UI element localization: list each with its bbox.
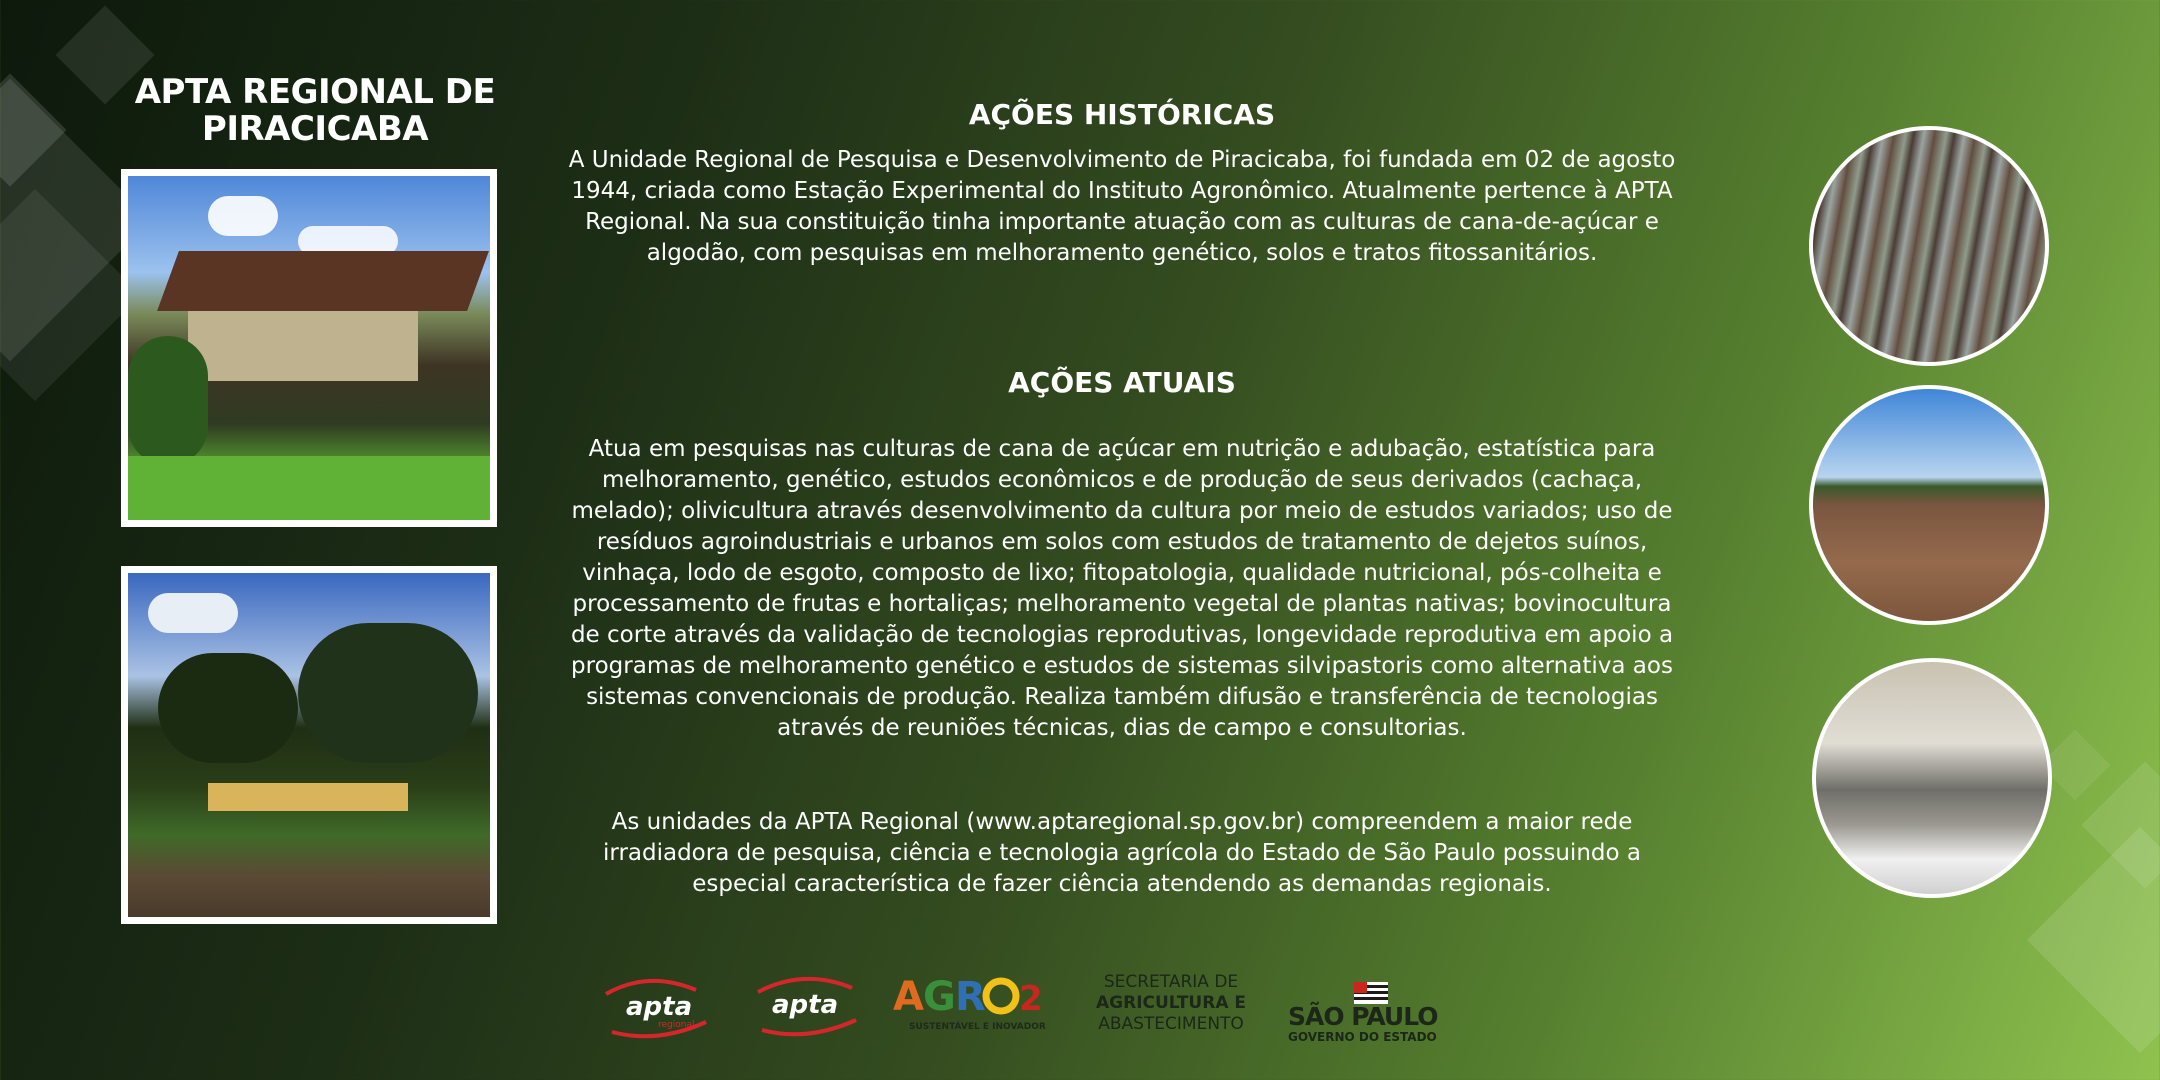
current-text: Atua em pesquisas nas culturas de cana de açúcar em nutrição e adubação, estatística para melhoramento, genético, estudos econômicos e de produção de seus derivados (cachaça, melado); olivicultura através desenvolvimento da cultura por meio de estudos variados; uso de resíduos agroindustriais e urbanos em solos com estudos de tratamento de dejetos suínos, vinhaça, lodo de esgoto, composto de lixo; fitopatologia, qualidade nutricional, pós-colheita e processamento de frutas e hortaliças; melhoramento vegetal de plantas nativas; bovinocultura de corte através da validação de tecnologias reprodutivas, longevidade reprodutiva em apoio a programas de melhoramento genético e estudos de sistemas silvipastoris como alternativa aos sistemas convencionais de produção. Realiza também difusão e transferência de tecnologias através de reuniões técnicas, dias de campo e consultorias. <box>570 436 1674 741</box>
sugarcane-photo <box>1809 126 2049 366</box>
secretaria-line-3: ABASTECIMENTO <box>1098 1014 1244 1034</box>
sp-sublabel: GOVERNO DO ESTADO <box>1288 1030 1437 1044</box>
secretaria-line-2: AGRICULTURA E <box>1096 993 1247 1013</box>
historic-text: A Unidade Regional de Pesquisa e Desenvolvimento de Piracicaba, foi fundada em 02 de agosto 1944, criada como Estação Experimental do Instituto Agronômico. Atualmente pertence à APTA Regional. Na sua constituição tinha importante atuação com as culturas de cana-de-açúcar e algodão, com pesquisas em melhoramento genético, solos e tratos fitossanitários. <box>568 147 1676 266</box>
apta-regional-wordmark: apta <box>626 992 693 1022</box>
page-title: APTA REGIONAL DE PIRACICABA <box>134 72 496 149</box>
agro-wordmark-icon <box>893 972 1053 1020</box>
apta-regional-sublabel: regional <box>658 1020 695 1030</box>
svg-text:R: R <box>955 974 986 1020</box>
current-heading: AÇÕES ATUAIS <box>1008 366 1236 399</box>
svg-text:2: 2 <box>1019 979 1043 1019</box>
svg-text:A: A <box>893 974 924 1020</box>
secretaria-line-1: SECRETARIA DE <box>1103 972 1239 992</box>
sp-wordmark: SÃO PAULO <box>1288 1002 1438 1031</box>
secretaria-logo <box>1096 972 1246 1042</box>
apta-wordmark: apta <box>772 990 839 1020</box>
building-photo <box>121 169 497 527</box>
apta-logo <box>748 972 866 1042</box>
agro-sp-logo <box>893 972 1053 1042</box>
sp-flag-icon <box>1354 982 1388 1004</box>
apta-network-text: As unidades da APTA Regional (www.aptaregional.sp.gov.br) compreendem a maior rede irradiadora de pesquisa, ciência e tecnologia agrícola do Estado de São Paulo possuindo a especial característica de fazer ciência atendendo as demandas regionais. <box>603 809 1641 897</box>
historic-heading: AÇÕES HISTÓRICAS <box>968 98 1276 131</box>
svg-text:G: G <box>923 974 956 1020</box>
agro-sublabel: SUSTENTÁVEL E INOVADOR <box>909 1022 1046 1032</box>
apta-regional-logo <box>598 972 716 1042</box>
sao-paulo-government-logo <box>1288 972 1458 1042</box>
lab-photo <box>1812 658 2052 898</box>
trees-photo <box>121 566 497 924</box>
field-photo <box>1809 385 2049 625</box>
